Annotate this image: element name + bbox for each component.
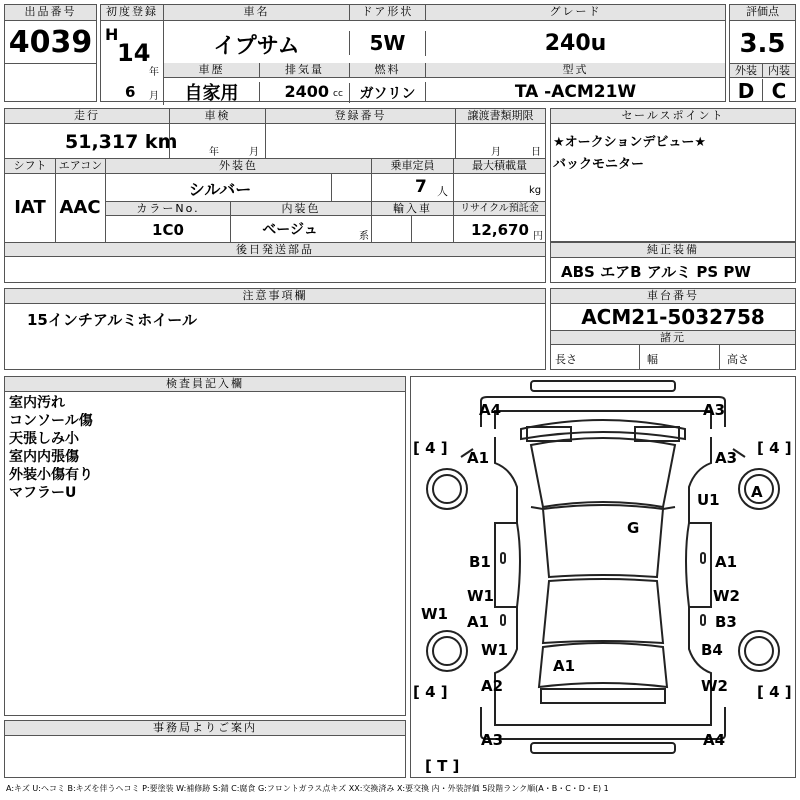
divider <box>265 124 266 158</box>
height-label: 高さ <box>727 353 749 366</box>
exterior-label: 外装 <box>730 63 762 78</box>
chassis-number: ACM21-5032758 <box>581 305 765 329</box>
model-label: 型式 <box>425 63 725 78</box>
load-unit: kg <box>529 185 542 196</box>
divider <box>455 124 456 158</box>
car-diagram <box>410 376 796 778</box>
inspector-line-4: 室内内張傷 <box>9 449 79 465</box>
ac-label: エアコン <box>55 159 105 174</box>
lot-label: 出品番号 <box>5 5 96 21</box>
int-color-label: 内装色 <box>230 202 371 216</box>
length-label: 長さ <box>555 353 577 366</box>
later-parts-label: 後日発送部品 <box>5 243 545 257</box>
lot-section <box>4 4 97 102</box>
mark-top-right: A3 <box>703 401 726 419</box>
inspection-label: 車検 <box>169 109 265 124</box>
notes-label: 注意事項欄 <box>5 289 545 304</box>
damage-legend: A:キズ U:ヘコミ B:キズを伴うヘコミ P:要塗装 W:補修跡 S:錆 C:腐食 G:フロントガラス点キズ XX:交換済み X:要交換 内・外装評価 5段階ランク順(A・B・C・D・E) 1 <box>6 784 609 793</box>
office-label: 事務局よりご案内 <box>5 721 405 736</box>
capacity: 7 <box>415 177 427 197</box>
first-reg-month: 6 <box>125 83 136 101</box>
shift-label: シフト <box>5 159 55 174</box>
tire-fr-value: 4 <box>769 439 780 457</box>
inspector-line-2: コンソール傷 <box>9 413 93 429</box>
width-label: 幅 <box>647 353 658 366</box>
mark-top-left: A4 <box>479 401 502 419</box>
mark-l-front-door: B1 <box>469 553 491 571</box>
history: 自家用 <box>163 79 259 105</box>
color-label: 外装色 <box>105 159 371 174</box>
mark-rear-a1: A1 <box>553 657 576 675</box>
tire-fl-value: 4 <box>425 439 436 457</box>
equipment-section <box>550 242 796 283</box>
mark-l-rear-w1: W1 <box>481 641 508 659</box>
mark-r-rear-b4: B4 <box>701 641 723 659</box>
mark-r-front-door: A1 <box>715 553 738 571</box>
door-label: ドア形状 <box>349 5 425 21</box>
mark-fr-wheel: A <box>751 483 763 501</box>
transfer-month-unit: 月 <box>491 147 501 158</box>
mark-fl-fender: A1 <box>467 449 490 467</box>
notes: 15インチアルミホイール <box>27 311 197 329</box>
score-label: 評価点 <box>730 5 795 21</box>
import-label: 輸入車 <box>371 202 453 216</box>
mark-l-sill: W1 <box>421 605 448 623</box>
mark-r-rear-w2: W2 <box>701 677 728 695</box>
equipment: ABS エアB アルミ PS PW <box>561 263 751 281</box>
mark-bottom-right: A4 <box>703 731 726 749</box>
mark-fr-u: U1 <box>697 491 720 509</box>
reg-label: 登録番号 <box>265 109 455 124</box>
mark-l-a1: A1 <box>467 613 490 631</box>
sales-points-label: セールスポイント <box>551 109 795 124</box>
details-section <box>4 108 546 283</box>
sales-points-section <box>550 108 796 242</box>
transfer-day-unit: 日 <box>531 147 541 158</box>
divider <box>331 174 332 201</box>
tire-rl: [ 4 ] <box>413 683 448 701</box>
fuel-label: 燃料 <box>349 63 425 78</box>
grade-label: グレード <box>425 5 725 21</box>
insp-year-unit: 年 <box>209 147 219 158</box>
mark-r-w2: W2 <box>713 587 740 605</box>
model: TA -ACM21W <box>425 82 725 102</box>
recycle: 12,670 <box>471 221 529 239</box>
tire-rr: [ 4 ] <box>757 683 792 701</box>
chassis-label: 車台番号 <box>551 289 795 304</box>
inspector-label: 検査員記入欄 <box>5 377 405 392</box>
chassis-section <box>550 288 796 370</box>
int-color-unit: 系 <box>359 231 369 242</box>
vehicle-info-section <box>100 4 726 102</box>
capacity-unit: 人 <box>437 185 448 198</box>
sales-point-2: バックモニター <box>553 157 645 172</box>
load-label: 最大積載量 <box>453 159 545 174</box>
shift: IAT <box>14 197 46 218</box>
era: H <box>105 25 119 44</box>
tail-value: T <box>437 757 448 775</box>
displacement-unit: cc <box>333 89 343 99</box>
color-no-label: カラーNo. <box>106 202 230 216</box>
mark-fr-fender: A3 <box>715 449 738 467</box>
sales-point-1: ★オークションデビュー★ <box>553 135 707 150</box>
car-outline <box>411 377 795 777</box>
inspector-section <box>4 376 406 716</box>
mark-tail: [ T ] <box>425 757 460 775</box>
door-type: 5W <box>349 31 425 55</box>
grade: 240u <box>425 31 725 56</box>
divider <box>719 345 720 369</box>
recycle-unit: 円 <box>533 231 543 242</box>
recycle-label: リサイクル預託金 <box>453 202 545 216</box>
score: 3.5 <box>739 29 786 59</box>
color-no: 1C0 <box>152 221 184 239</box>
mark-l-rear-a2: A2 <box>481 677 504 695</box>
transfer-label: 譲渡書類期限 <box>455 109 545 124</box>
interior-grade: C <box>762 79 795 101</box>
mileage: 51,317 km <box>65 131 178 153</box>
exterior-grade: D <box>737 79 755 103</box>
equipment-label: 純正装備 <box>551 243 795 258</box>
ac: AAC <box>59 197 101 218</box>
divider <box>169 124 170 158</box>
color: シルバー <box>188 180 252 199</box>
mark-bottom-left: A3 <box>481 731 504 749</box>
fuel: ガソリン <box>349 83 425 103</box>
office-section <box>4 720 406 778</box>
inspector-line-6: マフラーU <box>9 485 77 501</box>
car-name-label: 車名 <box>163 5 349 21</box>
tire-rr-value: 4 <box>769 683 780 701</box>
first-reg-year: 14 <box>117 39 151 67</box>
mark-r-b3: B3 <box>715 613 737 631</box>
tire-fl: [ 4 ] <box>413 439 448 457</box>
interior-label: 内装 <box>762 63 795 78</box>
mark-roof: G <box>627 519 640 537</box>
lot-blank <box>5 63 96 64</box>
month-unit: 月 <box>149 91 159 102</box>
tire-rl-value: 4 <box>425 683 436 701</box>
history-label: 車歴 <box>163 63 259 78</box>
capacity-label: 乗車定員 <box>371 159 453 174</box>
displacement: 2400 <box>259 82 329 101</box>
car-name: イプサム <box>163 29 349 60</box>
mark-l-w1: W1 <box>467 587 494 605</box>
insp-month-unit: 月 <box>249 147 259 158</box>
inspector-line-1: 室内汚れ <box>9 395 65 411</box>
notes-section <box>4 288 546 370</box>
dims-label: 諸元 <box>551 330 795 345</box>
mileage-label: 走行 <box>5 109 169 124</box>
first-reg-label: 初度登録 <box>101 5 163 21</box>
year-unit: 年 <box>149 67 159 78</box>
lot-number: 4039 <box>8 25 93 60</box>
displacement-label: 排気量 <box>259 63 349 78</box>
score-section <box>729 4 796 102</box>
inspector-line-5: 外装小傷有り <box>9 467 93 483</box>
int-color: ベージュ <box>262 222 318 238</box>
divider <box>411 216 412 242</box>
divider <box>639 345 640 369</box>
tire-fr: [ 4 ] <box>757 439 792 457</box>
inspector-line-3: 天張しみ小 <box>9 431 79 447</box>
